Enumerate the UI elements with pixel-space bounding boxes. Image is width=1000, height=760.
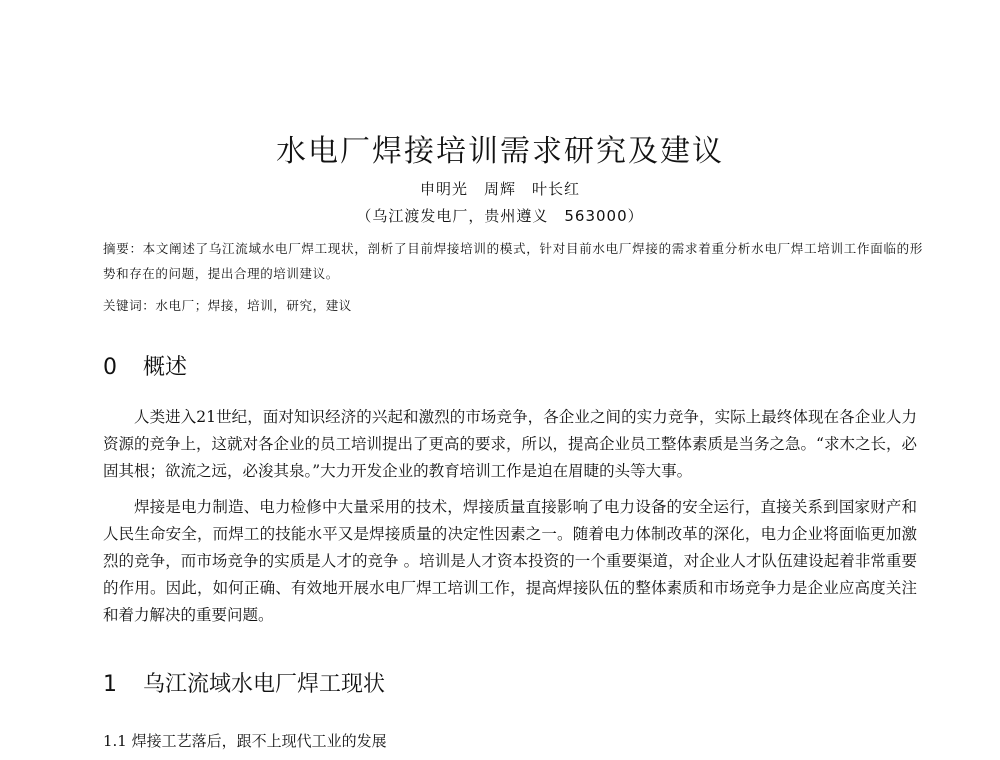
abstract-text: 摘要：本文阐述了乌江流域水电厂焊工现状，剖析了目前焊接培训的模式，针对目前水电厂焊接的需求着重分析水电厂焊工培训工作面临的形势和存在的问题，提出合理的培训建议。 — [103, 241, 923, 281]
body-paragraph: 焊接是电力制造、电力检修中大量采用的技术，焊接质量直接影响了电力设备的安全运行，直接关系到国家财产和人民生命安全，而焊工的技能水平又是焊接质量的决定性因素之一。随着电力体制改革的深化，电力企业将面临更加激烈的竞争，而市场竞争的实质是人才的竞争 。培训是人才资本投资的一个重要渠道，对企业人才队伍建设起着非常重要的作用。因此，如何正确、有效地开展水电厂焊工培训工作，提高焊接队伍的整体素质和市场竞争力是企业应高度关注和着力解决的重要问题。 — [103, 498, 917, 624]
authors-line: 申明光 周辉 叶长红 — [419, 180, 580, 198]
body-paragraph: 人类进入21世纪，面对知识经济的兴起和激烈的市场竞争，各企业之间的实力竞争，实际上最终体现在各企业人力资源的竞争上，这就对各企业的员工培训提出了更高的要求，所以，提高企业员工整体素质是当务之急。“求木之长，必固其根；欲流之远，必浚其泉。”大力开发企业的教育培训工作是迫在眉睫的头等大事。 — [103, 408, 917, 480]
section-heading-welder-status — [103, 667, 385, 698]
keywords-line: 关键词：水电厂；焊接，培训，研究，建议 — [103, 298, 352, 313]
section-heading-overview — [103, 350, 187, 381]
subsection-heading: 1.1 焊接工艺落后，跟不上现代工业的发展 — [103, 732, 387, 750]
section-number: 0 — [103, 355, 117, 380]
paper-title: 水电厂焊接培训需求研究及建议 — [276, 134, 724, 169]
section-title: 乌江流域水电厂焊工现状 — [143, 672, 386, 697]
section-number: 1 — [103, 672, 117, 697]
cut-off-text-line — [103, 755, 917, 760]
affiliation-line: （乌江渡发电厂，贵州遵义 563000） — [356, 207, 644, 225]
section-title: 概述 — [143, 355, 188, 380]
